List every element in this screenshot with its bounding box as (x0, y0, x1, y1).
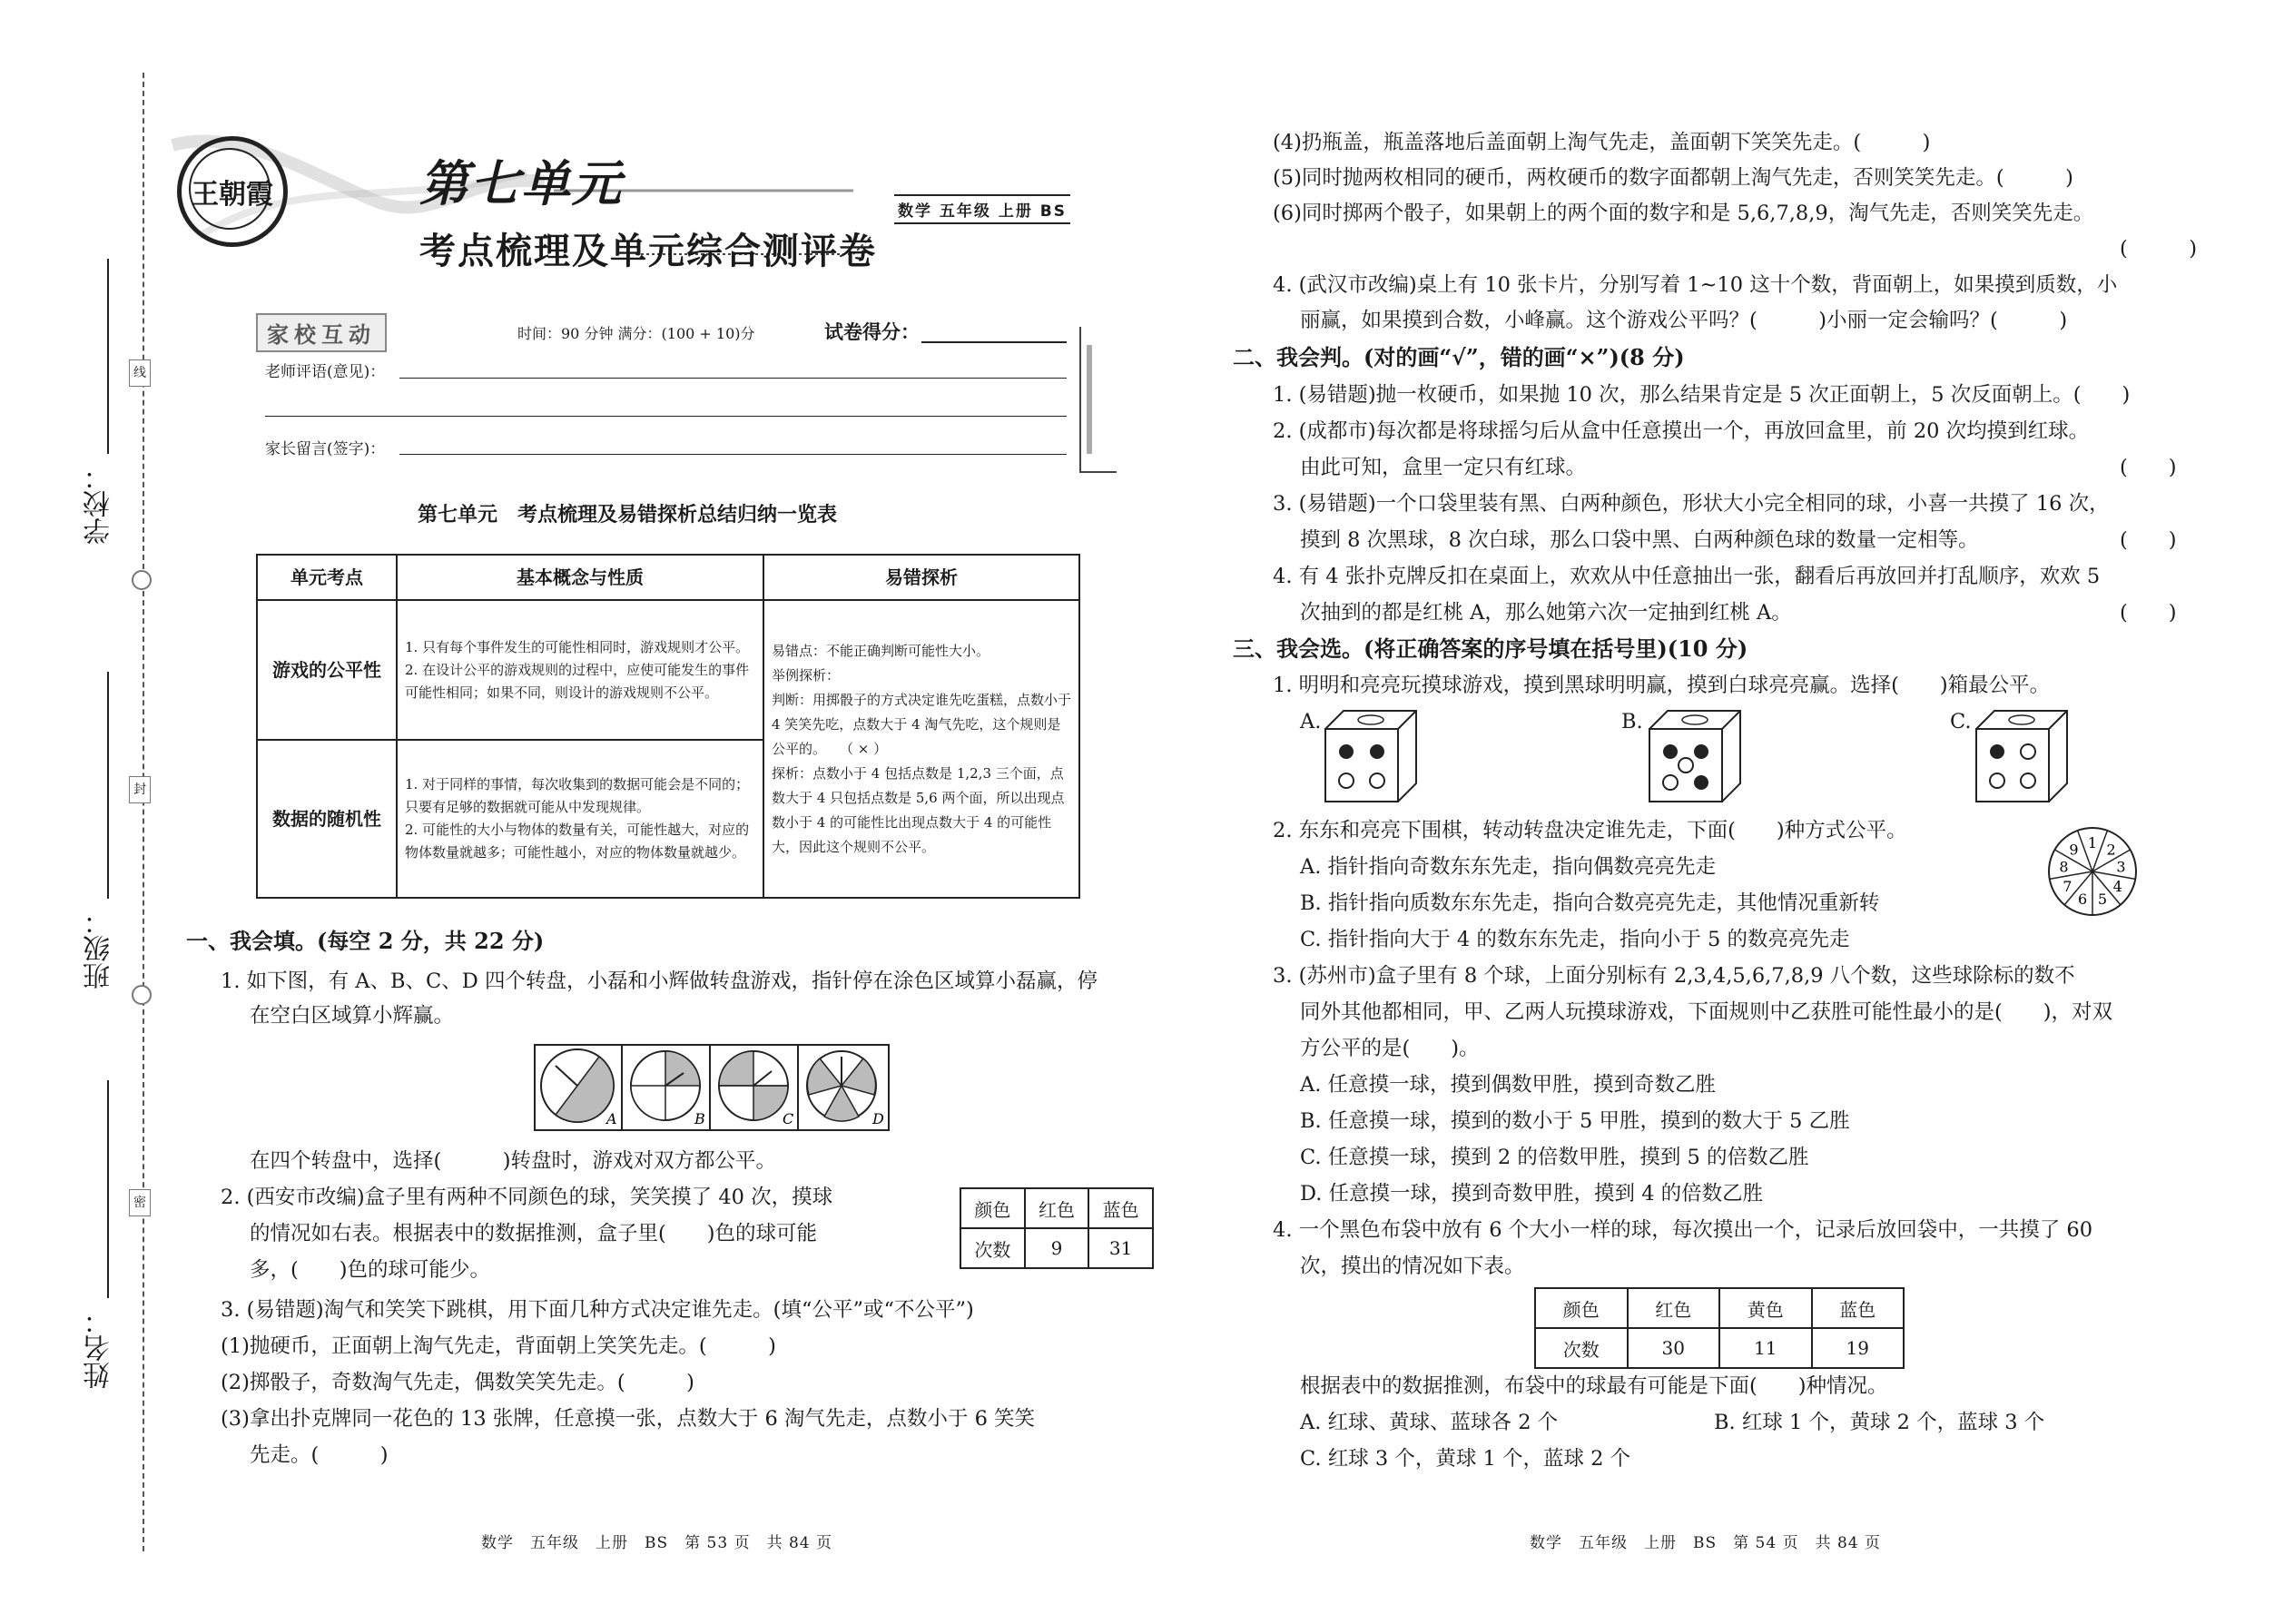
judge-item: 2. (成都市)每次都是将球摇匀后从盒中任意摸出一个，再放回盒里，前 20 次均摸到红球。 (1273, 419, 2090, 443)
c4-table-header: 红色 (1628, 1288, 1720, 1328)
q4-text: 4. (武汉市改编)桌上有 10 张卡片，分别写着 1~10 这十个数，背面朝上，如果摸到质数，小 (1273, 273, 2118, 297)
q2-text: 多，( )色的球可能少。 (250, 1258, 491, 1282)
section3-title: 三、我会选。(将正确答案的序号填在括号里)(10 分) (1233, 635, 1748, 662)
spinner-b (631, 1051, 700, 1120)
choice-option: A. 红球、黄球、蓝球各 2 个 (1300, 1411, 1559, 1434)
class-field[interactable] (107, 672, 109, 899)
right-page-footer: 数学 五年级 上册 BS 第 54 页 共 84 页 (1530, 1534, 1882, 1552)
name-label: 姓名： (84, 1307, 115, 1389)
spinner-label: C (783, 1110, 794, 1127)
q2-table-header: 颜色 (960, 1188, 1025, 1228)
wheel-number: 4 (2112, 878, 2122, 895)
binding-dashed-line (143, 73, 144, 1551)
q2-table-header: 红色 (1025, 1188, 1089, 1228)
q1-text: 在空白区域算小辉赢。 (250, 1004, 455, 1028)
summary-table-title: 第七单元 考点梳理及易错探析总结归纳一览表 (418, 503, 838, 527)
choice-question: 方公平的是( )。 (1300, 1037, 1480, 1060)
choice-option: B. 红球 1 个，黄球 2 个，蓝球 3 个 (1714, 1411, 2045, 1434)
q3-item: (5)同时抛两枚相同的硬币，两枚硬币的数字面都朝上淘气先走，否则笑笑先走。( ) (1273, 166, 2073, 190)
choice-option: C. 红球 3 个，黄球 1 个，蓝球 2 个 (1300, 1447, 1631, 1471)
concept-cell: 1. 对于同样的事情，每次收集到的数据可能会是不同的；只要有足够的数据就可能从中发现规律。 2. 可能性的大小与物体的数量有关，可能性越大，对应的物体数量就越多；可能性越小，对应的物体数量就越少。 (397, 740, 763, 898)
choice-question: 根据表中的数据推测，布袋中的球最有可能是下面( )种情况。 (1300, 1374, 1888, 1398)
c4-table (1534, 1287, 1905, 1369)
spinner-d (807, 1051, 876, 1121)
c4-table-cell: 19 (1812, 1328, 1905, 1368)
q1-text: 1. 如下图，有 A、B、C、D 四个转盘，小磊和小辉做转盘游戏，指针停在涂色区域算小磊赢，停 (221, 969, 1098, 993)
error-analysis-cell: 易错点：不能正确判断可能性大小。 举例探析： 判断：用掷骰子的方式决定谁先吃蛋糕，点数小于 4 笑笑先吃，点数大于 4 淘气先吃，这个规则是公平的。 （ × ） 探析：点数小于 4 包括点数是 1,2,3 三个面，点数大于 4 只包括点数是 5,6 两个面，所以出现点数小于 4 的可能性比出现点数大于 4 的可能性大，因此这个规则不公平。 (763, 600, 1079, 898)
option-label: A. (1300, 710, 1322, 733)
answer-paren[interactable]: ( ) (2120, 456, 2177, 479)
summary-table (256, 554, 1080, 899)
c4-table-header: 蓝色 (1812, 1288, 1905, 1328)
section2-title: 二、我会判。(对的画“√”，错的画“×”)(8 分) (1233, 344, 1685, 370)
name-field[interactable] (107, 1080, 109, 1298)
home-school-label: 家校互动 (256, 313, 387, 352)
c4-table-cell: 次数 (1535, 1328, 1628, 1368)
spinner-label: D (872, 1110, 884, 1127)
binding-hole (132, 985, 152, 1005)
judge-item: 3. (易错题)一个口袋里装有黑、白两种颜色，形状大小完全相同的球，小喜一共摸了 16 次， (1273, 492, 2110, 516)
wheel-number: 9 (2069, 841, 2079, 859)
answer-paren[interactable]: ( ) (2120, 601, 2177, 625)
c4-table-header: 颜色 (1535, 1288, 1628, 1328)
option-label: C. (1950, 710, 1972, 733)
q3-item: (4)扔瓶盖，瓶盖落地后盖面朝上淘气先走，盖面朝下笑笑先走。( ) (1273, 131, 1931, 154)
seal-mark: 密 (129, 1189, 151, 1216)
q3-item: 先走。( ) (250, 1443, 389, 1467)
ball-box-b[interactable] (1645, 706, 1745, 806)
q1-answer: 在四个转盘中，选择( )转盘时，游戏对双方都公平。 (250, 1149, 777, 1173)
table-header: 基本概念与性质 (397, 555, 763, 600)
answer-paren[interactable]: ( ) (2120, 528, 2177, 552)
topic-cell: 游戏的公平性 (257, 600, 397, 740)
series-tag: 数学 五年级 上册 BS (894, 194, 1070, 224)
concept-cell: 1. 只有每个事件发生的可能性相同时，游戏规则才公平。 2. 在设计公平的游戏规则的过程中，应使可能发生的事件可能性相同；如果不同，则设计的游戏规则不公平。 (397, 600, 763, 740)
teacher-comment-line[interactable] (399, 378, 1067, 379)
q4-text: 丽赢，如果摸到合数，小峰赢。这个游戏公平吗？( )小丽一定会输吗？( ) (1300, 309, 2068, 332)
spinner-label: A (606, 1110, 617, 1127)
spinner-a (541, 1049, 614, 1122)
wheel-number: 3 (2116, 858, 2126, 876)
unit-title: 第七单元 (419, 154, 623, 212)
wheel-number: 2 (2106, 841, 2116, 859)
c4-table-header: 黄色 (1719, 1288, 1812, 1328)
q2-table-cell: 次数 (960, 1228, 1025, 1268)
choice-question: 3. (苏州市)盒子里有 8 个球，上面分别标有 2,3,4,5,6,7,8,9 八个数，这些球除标的数不 (1273, 964, 2075, 988)
choice-question: 2. 东东和亮亮下围棋，转动转盘决定谁先走，下面( )种方式公平。 (1273, 819, 1907, 842)
q3-item: (3)拿出扑克牌同一花色的 13 张牌，任意摸一张，点数大于 6 淘气先走，点数小于 6 笑笑 (221, 1407, 1036, 1431)
option-label: B. (1621, 710, 1643, 733)
left-page-footer: 数学 五年级 上册 BS 第 53 页 共 84 页 (481, 1534, 833, 1552)
choice-question: 同外其他都相同，甲、乙两人玩摸球游戏，下面规则中乙获胜可能性最小的是( )，对双 (1300, 1000, 2113, 1024)
spinner-label: B (694, 1110, 705, 1127)
q2-text: 的情况如右表。根据表中的数据推测，盒子里( )色的球可能 (250, 1222, 818, 1245)
binding-hole (132, 570, 152, 590)
q2-table-cell: 31 (1088, 1228, 1153, 1268)
wheel-number: 7 (2063, 878, 2072, 895)
logo-seal (177, 136, 288, 247)
spinner-c (719, 1051, 788, 1120)
wheel-number: 1 (2087, 834, 2098, 851)
judge-item: 4. 有 4 张扑克牌反扣在桌面上，欢欢从中任意抽出一张，翻看后再放回并打乱顺序，欢欢 5 (1273, 565, 2101, 588)
school-field[interactable] (107, 259, 109, 454)
paper-subtitle: 考点梳理及单元综合测评卷 (419, 230, 877, 272)
table-row (257, 600, 1079, 740)
spinner-figure (534, 1044, 890, 1131)
choice-option: B. 指针指向质数东东先走，指向合数亮亮先走，其他情况重新转 (1300, 891, 1880, 915)
choice-option: C. 指针指向大于 4 的数东东先走，指向小于 5 的数亮亮先走 (1300, 928, 1850, 951)
wheel-number: 6 (2077, 891, 2088, 909)
choice-option: C. 任意摸一球，摸到 2 的倍数甲胜，摸到 5 的倍数乙胜 (1300, 1146, 1809, 1169)
choice-option: B. 任意摸一球，摸到的数小于 5 甲胜，摸到的数大于 5 乙胜 (1300, 1109, 1850, 1133)
q3-text: 3. (易错题)淘气和笑笑下跳棋，用下面几种方式决定谁先走。(填“公平”或“不公平”) (221, 1298, 974, 1322)
choice-option: D. 任意摸一球，摸到奇数甲胜，摸到 4 的倍数乙胜 (1300, 1182, 1764, 1206)
choice-question: 1. 明明和亮亮玩摸球游戏，摸到黑球明明赢，摸到白球亮亮赢。选择( )箱最公平。 (1273, 674, 2051, 697)
table-header: 易错探析 (763, 555, 1079, 600)
class-label: 班级： (84, 908, 115, 989)
c4-table-cell: 30 (1628, 1328, 1720, 1368)
q2-text: 2. (西安市改编)盒子里有两种不同颜色的球，笑笑摸了 40 次，摸球 (221, 1186, 833, 1209)
score-label: 试卷得分： (824, 320, 920, 343)
judge-item: 摸到 8 次黑球，8 次白球，那么口袋中黑、白两种颜色球的数量一定相等。 (1300, 528, 1979, 552)
judge-item: 1. (易错题)抛一枚硬币，如果抛 10 次，那么结果肯定是 5 次正面朝上，5 次反面朝上。( ) (1273, 383, 2131, 407)
judge-item: 次抽到的都是红桃 A，那么她第六次一定抽到红桃 A。 (1300, 601, 1792, 625)
section1-title: 一、我会填。(每空 2 分，共 22 分) (186, 928, 545, 954)
choice-option: A. 指针指向奇数东东先走，指向偶数亮亮先走 (1300, 855, 1717, 879)
time-info: 时间：90 分钟 满分：(100 + 10)分 (517, 325, 755, 342)
q3-item: (1)抛硬币，正面朝上淘气先走，背面朝上笑笑先走。( ) (221, 1334, 776, 1358)
q3-item: (6)同时掷两个骰子，如果朝上的两个面的数字和是 5,6,7,8,9，淘气先走，否则笑笑先走。 (1273, 202, 2094, 225)
ball-box-a[interactable] (1321, 706, 1421, 806)
q2-table (960, 1187, 1154, 1269)
choice-question: 4. 一个黑色布袋中放有 6 个大小一样的球，每次摸出一个，记录后放回袋中，一共摸了 60 (1273, 1218, 2093, 1242)
parent-comment-line[interactable] (399, 454, 1067, 455)
teacher-comment-line[interactable] (265, 416, 1067, 417)
q2-table-cell: 9 (1025, 1228, 1089, 1268)
number-wheel (2043, 822, 2142, 921)
ball-box-c[interactable] (1972, 706, 2072, 806)
choice-option: A. 任意摸一球，摸到偶数甲胜，摸到奇数乙胜 (1300, 1073, 1717, 1097)
c4-table-cell: 11 (1719, 1328, 1812, 1368)
seal-mark: 线 (129, 359, 151, 387)
answer-paren[interactable]: ( ) (2120, 237, 2198, 261)
school-label: 学校： (84, 463, 115, 545)
topic-cell: 数据的随机性 (257, 740, 397, 898)
q2-table-header: 蓝色 (1088, 1188, 1153, 1228)
score-field[interactable] (921, 341, 1067, 343)
wheel-number: 8 (2059, 858, 2069, 876)
seal-mark: 封 (129, 776, 151, 803)
teacher-comment-label: 老师评语(意见)： (265, 363, 386, 381)
parent-comment-label: 家长留言(签字)： (265, 440, 386, 458)
corner-decoration (1071, 309, 1126, 490)
logo-text: 王朝霞 (192, 179, 273, 211)
q3-item: (2)掷骰子，奇数淘气先走，偶数笑笑先走。( ) (221, 1371, 694, 1394)
choice-question: 次，摸出的情况如下表。 (1300, 1255, 1525, 1278)
wheel-number: 5 (2097, 891, 2108, 909)
judge-item: 由此可知，盒里一定只有红球。 (1300, 456, 1587, 479)
table-header: 单元考点 (257, 555, 397, 600)
